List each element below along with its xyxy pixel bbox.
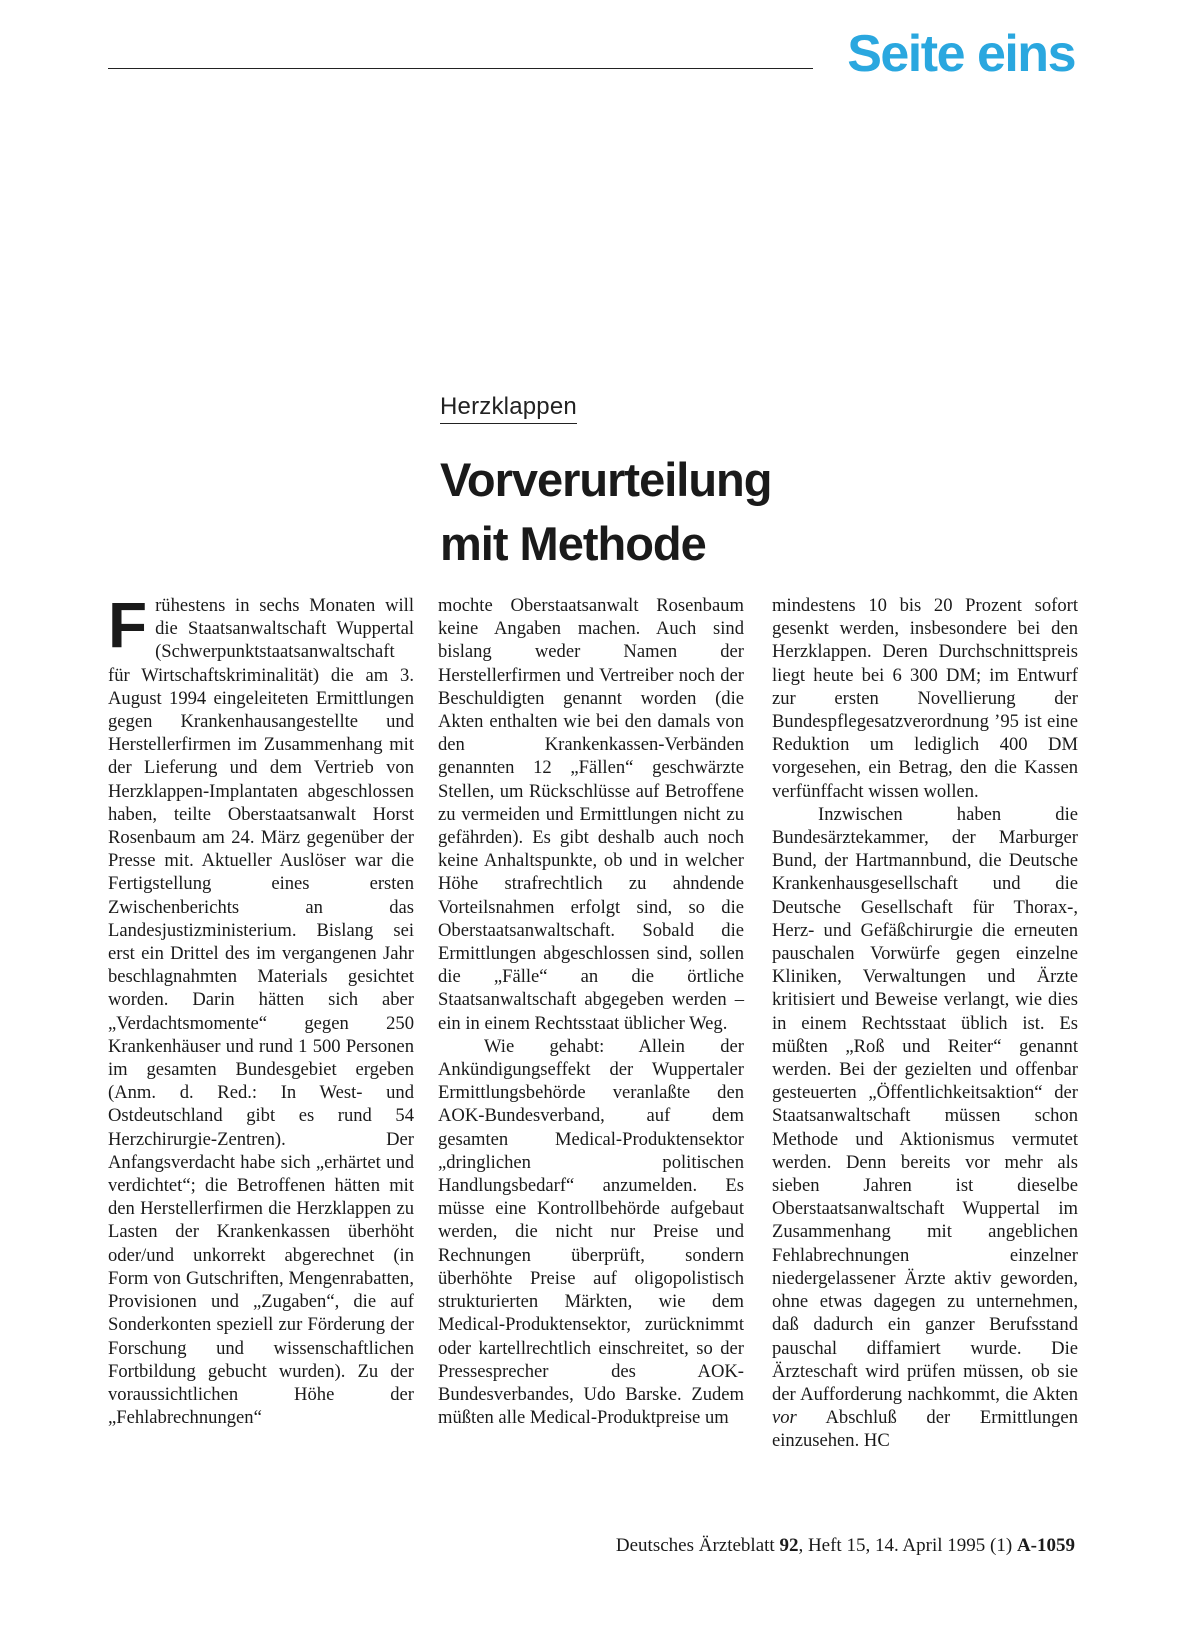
- paragraph-text: rühestens in sechs Monaten will die Staatsanwaltschaft Wuppertal (Schwerpunktstaatsanwaltschaft für Wirtschaftskriminalität) die am 3. August 1994 eingeleiteten Ermittlungen gegen Krankenhausangestellte und Herstellerfirmen im Zusammenhang mit der Lieferung und dem Vertrieb von Herzklappen-Implantaten abgeschlossen haben, teilte Oberstaatsanwalt Horst Rosenbaum am 24. März gegenüber der Presse mit. Aktueller Auslöser war die Fertigstellung eines ersten Zwischenberichts an das Landesjustizministerium. Bislang sei erst ein Drittel des im vergangenen Jahr beschlagnahmten Materials gesichtet worden. Darin hätten sich aber „Verdachtsmomente“ gegen 250 Krankenhäuser und rund 1 500 Personen im gesamten Bundesgebiet ergeben (Anm. d. Red.: In West- und Ostdeutschland gibt es rund 54 Herzchirurgie-Zentren). Der Anfangsverdacht habe sich „erhärtet und verdichtet“; die Betroffenen hätten mit den Herstellerfirmen die Herzklappen zu Lasten der Krankenkassen überhöht oder/und unkorrekt abgerechnet (in Form von Gutschriften, Mengenrabatten, Provisionen und „Zugaben“, die auf Sonderkonten speziell zur Förderung der Forschung und wissenschaftlichen Fortbildung gebucht wurden). Zu der voraussichtlichen Höhe der „Fehlabrechnungen“: [108, 595, 414, 1429]
- page-number: A-1059: [1016, 1535, 1075, 1556]
- headline-line-1: Vorverurteilung: [440, 453, 772, 506]
- text-column-2: [438, 594, 744, 1429]
- journal-name: Deutsches Ärzteblatt: [615, 1535, 775, 1556]
- emphasis: vor: [772, 1407, 797, 1429]
- paragraph: [108, 589, 414, 1429]
- header-rule: [108, 68, 813, 69]
- paragraph: mochte Oberstaatsanwalt Rosenbaum keine Angaben machen. Auch sind bislang weder Namen der Herstellerfirmen und Vertreiber noch der Beschuldigten genannt worden (die Akten enthalten wie bei den damals von den Krankenkassen-Verbänden genannten 12 „Fällen“ geschwärzte Stellen, um Rückschlüsse auf Betroffene zu vermeiden und Ermittlungen nicht zu gefährden). Es gibt deshalb auch noch keine Anhaltspunkte, ob und in welcher Höhe strafrechtlich zu ahndende Vorteilsnahmen erfolgt sind, so die Oberstaatsanwaltschaft. Sobald die Ermittlungen abgeschlossen sind, sollen die „Fälle“ an die örtliche Staatsanwaltschaft abgegeben werden – ein in einem Rechtsstaat üblicher Weg.: [438, 595, 744, 1034]
- article-kicker: Herzklappen: [440, 393, 577, 424]
- text-column-1: [108, 589, 414, 1429]
- section-label: Seite eins: [847, 25, 1075, 83]
- paragraph-text: Inzwischen haben die Bundesärztekammer, der Marburger Bund, der Hartmannbund, die Deutsche Krankenhausgesellschaft und die Deutsche Gesellschaft für Thorax-, Herz- und Gefäßchirurgie die erneuten pauschalen Vorwürfe gegen einzelne Kliniken, Verwaltungen und Ärzte kritisiert und Beweise verlangt, wie dies in einem Rechtsstaat üblich ist. Es müßten „Roß und Reiter“ genannt werden. Bei der gezielten und offenbar gesteuerten „Öffentlichkeitsaktion“ der Staatsanwaltschaft müssen schon Methode und Aktionismus vermutet werden. Denn bereits vor mehr als sieben Jahren ist dieselbe Oberstaatsanwaltschaft Wuppertal im Zusammenhang mit angeblichen Fehlabrechnungen einzelner niedergelassener Ärzte aktiv geworden, ohne etwas dagegen zu unternehmen, daß dadurch ein ganzer Berufsstand pauschal diffamiert wurde. Die Ärzteschaft wird prüfen müssen, ob sie der Aufforderung nachkommt, die Akten: [772, 803, 1078, 1405]
- paragraph-text-end: Abschluß der Ermittlungen einzusehen.: [772, 1407, 1078, 1452]
- author-initials: HC: [863, 1430, 890, 1452]
- drop-cap: F: [108, 589, 148, 661]
- paragraph: mindestens 10 bis 20 Prozent sofort gesenkt werden, insbesondere bei den Herzklappen. Deren Durchschnittspreis liegt heute bei 6 300 DM; im Entwurf zur ersten Novellierung der Bundespflegesatzverordnung ’95 ist eine Reduktion um lediglich 400 DM vorgesehen, ein Betrag, den die Kassen verfünffacht wissen wollen.: [772, 595, 1078, 802]
- headline-line-2: mit Methode: [440, 517, 706, 570]
- page-footer: [616, 1535, 1075, 1557]
- journal-volume: 92: [779, 1535, 799, 1556]
- issue-date: , Heft 15, 14. April 1995 (1): [798, 1535, 1013, 1556]
- text-column-3: [772, 594, 1078, 1453]
- article-headline: [440, 448, 1000, 576]
- paragraph: [772, 803, 1078, 1453]
- paragraph: Wie gehabt: Allein der Ankündigungseffekt der Wuppertaler Ermittlungsbehörde veranlaßte den AOK-Bundesverband, auf dem gesamten Medical-Produktensektor „dringlichen politischen Handlungsbedarf“ anzumelden. Es müsse eine Kontrollbehörde aufgebaut werden, die nicht nur Preise und Rechnungen überprüft, sondern überhöhte Preise auf oligopolistisch strukturierten Märkten, wie dem Medical-Produktensektor, zurücknimmt oder kartellrechtlich einschreitet, so der Pressesprecher des AOK-Bundesverbandes, Udo Barske. Zudem müßten alle Medical-Produktpreise um: [438, 1035, 744, 1429]
